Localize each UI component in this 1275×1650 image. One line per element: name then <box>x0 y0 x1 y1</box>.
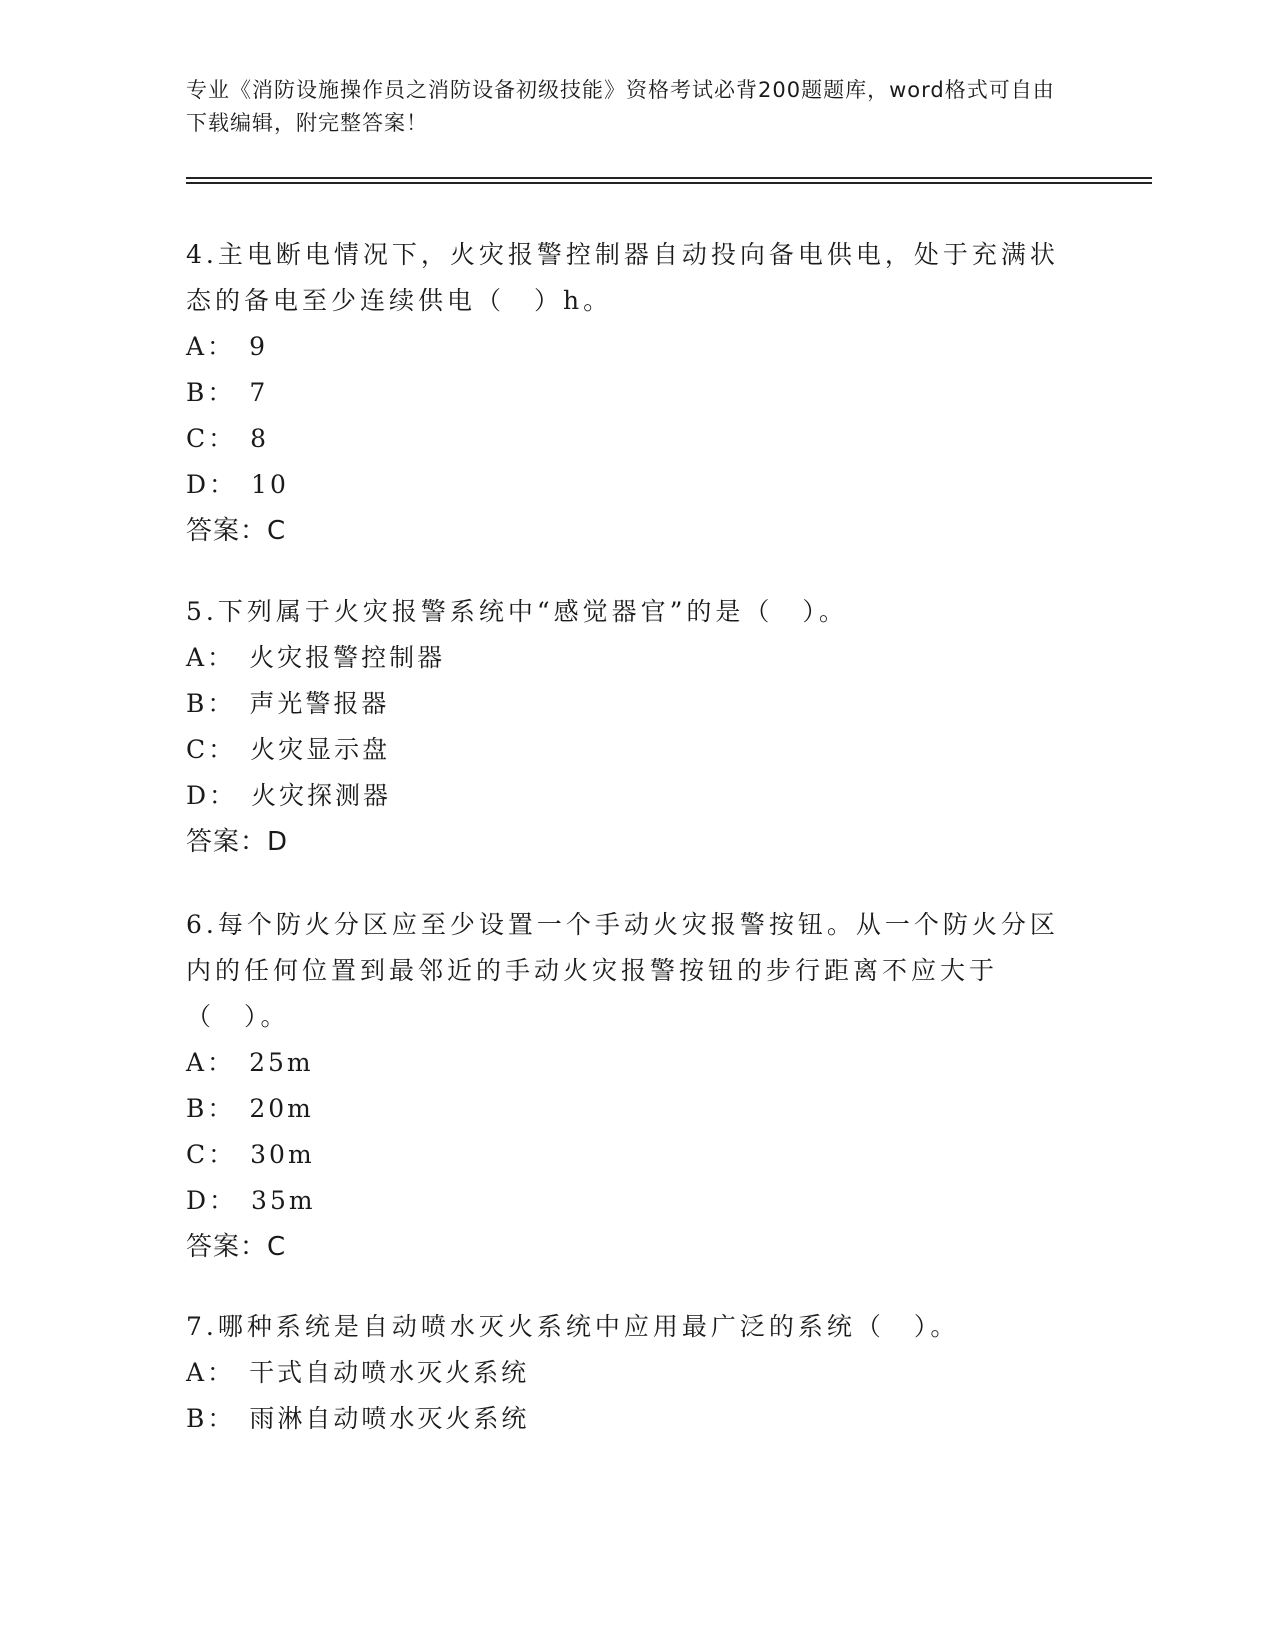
question-stem: 4.主电断电情况下，火灾报警控制器自动投向备电供电，处于充满状态的备电至少连续供电（ ）h。 <box>186 240 1059 315</box>
option-b <box>186 1086 1066 1132</box>
question-stem: 6.每个防火分区应至少设置一个手动火灾报警按钮。从一个防火分区内的任何位置到最邻近的手动火灾报警按钮的步行距离不应大于（ ）。 <box>186 910 1059 1031</box>
question-5 <box>186 589 1066 865</box>
option-a <box>186 1350 1066 1396</box>
option-key: A： <box>186 1358 236 1387</box>
option-text: 9 <box>249 332 268 361</box>
question-stem: 5.下列属于火灾报警系统中“感觉器官”的是（ ）。 <box>186 597 848 626</box>
document-intro: 专业《消防设施操作员之消防设备初级技能》资格考试必背200题题库，word格式可自由下载编辑，附完整答案！ <box>186 78 1055 135</box>
option-key: D： <box>186 781 238 810</box>
option-d <box>186 462 1066 508</box>
question-4 <box>186 232 1066 554</box>
option-key: A： <box>186 1048 236 1077</box>
option-text: 25m <box>249 1048 314 1077</box>
option-key: A： <box>186 332 236 361</box>
option-text: 35m <box>251 1186 316 1215</box>
option-text: 7 <box>249 378 269 407</box>
option-key: B： <box>186 689 236 718</box>
option-c <box>186 416 1066 462</box>
option-text: 30m <box>250 1140 315 1169</box>
question-6 <box>186 902 1066 1270</box>
option-text: 8 <box>250 424 270 453</box>
option-b <box>186 1396 1066 1442</box>
option-d <box>186 1178 1066 1224</box>
option-text: 火灾显示盘 <box>250 735 391 764</box>
option-text: 火灾报警控制器 <box>249 643 446 672</box>
option-key: C： <box>186 1140 237 1169</box>
option-text: 雨淋自动喷水灭火系统 <box>249 1404 530 1433</box>
option-c <box>186 1132 1066 1178</box>
option-text: 20m <box>249 1094 314 1123</box>
option-a <box>186 1040 1066 1086</box>
option-text: 声光警报器 <box>249 689 390 718</box>
option-key: D： <box>186 1186 238 1215</box>
option-b <box>186 681 1066 727</box>
option-key: B： <box>186 1404 236 1433</box>
option-key: A： <box>186 643 236 672</box>
option-b <box>186 370 1066 416</box>
option-text: 干式自动喷水灭火系统 <box>249 1358 530 1387</box>
option-key: B： <box>186 378 236 407</box>
option-d <box>186 773 1066 819</box>
option-text: 火灾探测器 <box>251 781 392 810</box>
option-text: 10 <box>251 470 289 499</box>
option-key: C： <box>186 424 237 453</box>
option-c <box>186 727 1066 773</box>
question-stem: 7.哪种系统是自动喷水灭火系统中应用最广泛的系统（ ）。 <box>186 1312 960 1341</box>
option-key: D： <box>186 470 238 499</box>
option-a <box>186 635 1066 681</box>
answer-line: 答案：C <box>186 1232 287 1262</box>
option-a <box>186 324 1066 370</box>
answer-line: 答案：D <box>186 827 289 857</box>
option-key: C： <box>186 735 237 764</box>
header-divider <box>186 177 1152 184</box>
question-7 <box>186 1304 1066 1442</box>
option-key: B： <box>186 1094 236 1123</box>
answer-line: 答案：C <box>186 516 287 546</box>
